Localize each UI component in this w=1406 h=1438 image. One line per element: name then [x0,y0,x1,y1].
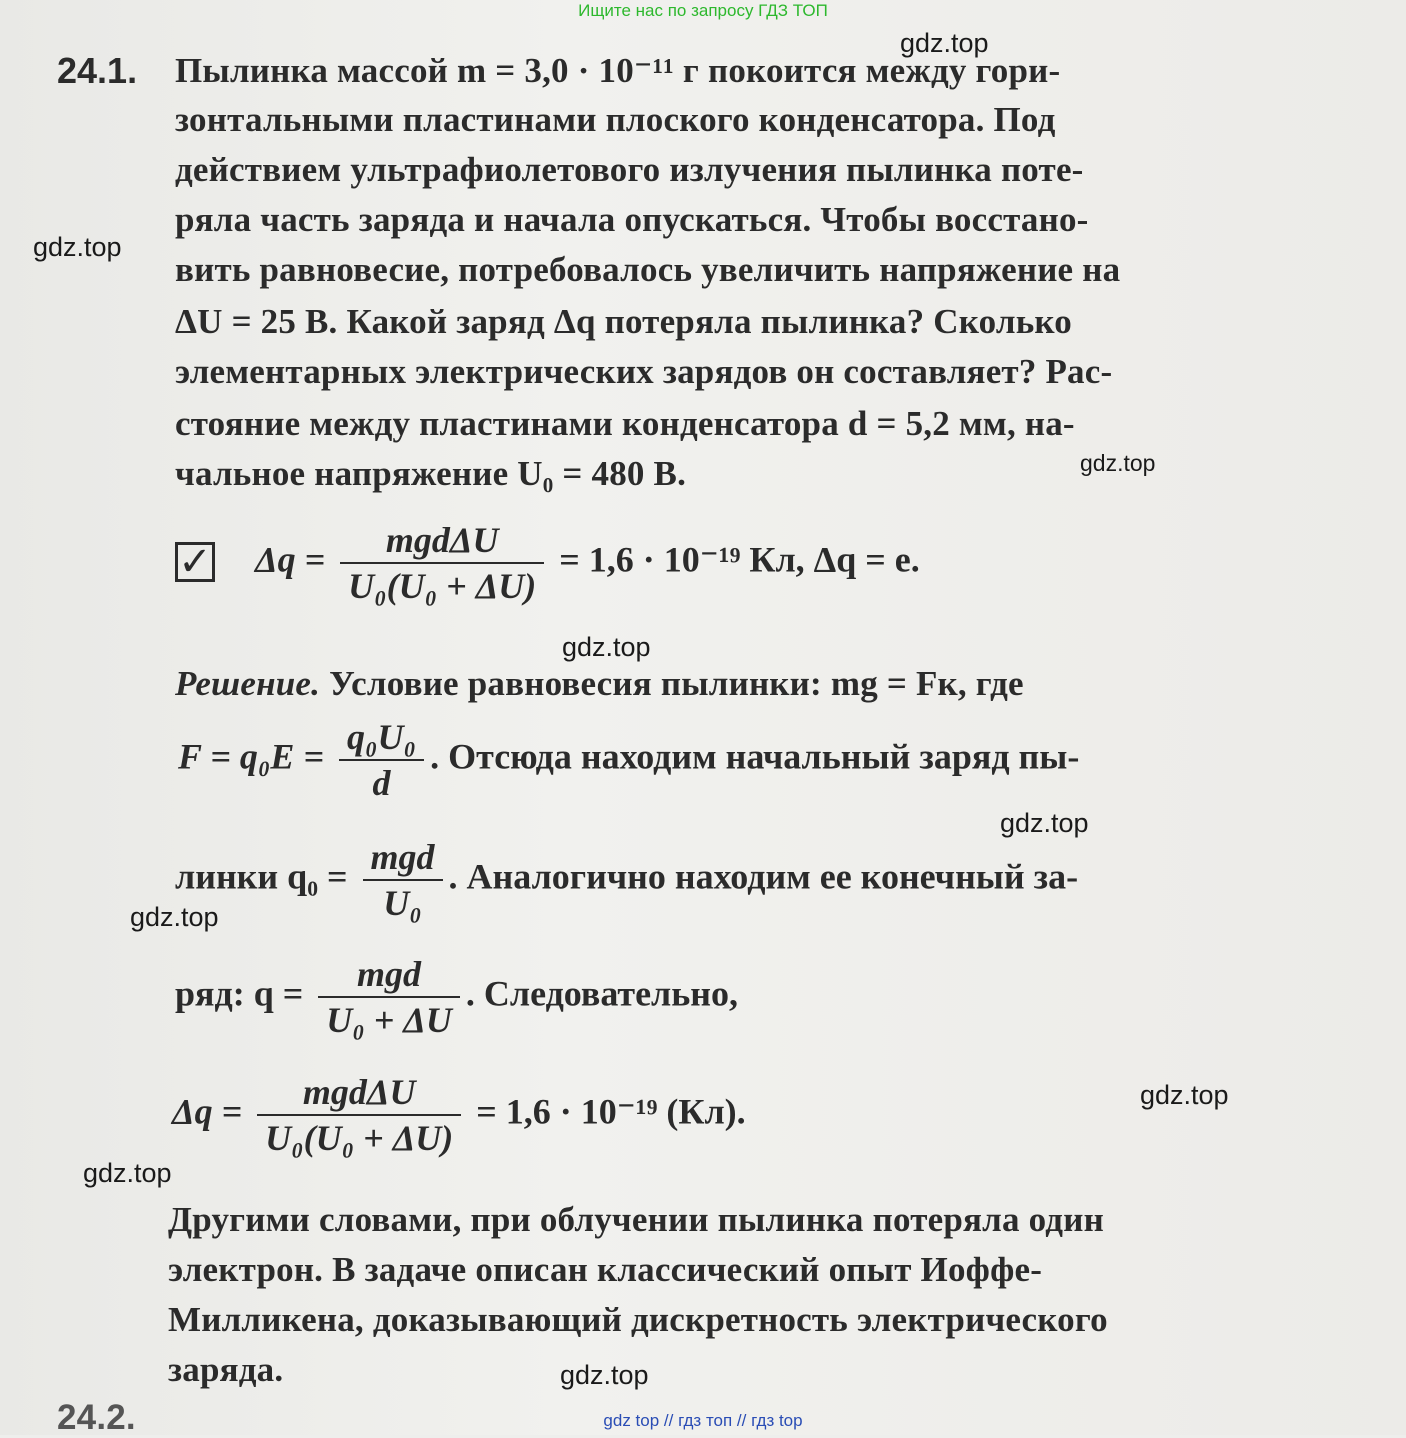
problem-line-8: стояние между пластинами конденсатора d = 5,2 мм, на- [175,404,1075,443]
conclusion-line-1: Другими словами, при облучении пылинка потеряла один [168,1200,1104,1239]
problem-line-7: элементарных электрических зарядов он составляет? Рас- [175,352,1113,391]
problem-line-2: зонтальными пластинами плоского конденсатора. Под [175,100,1056,139]
conclusion-line-4: заряда. [168,1350,284,1389]
dq-lhs: Δq = [172,1091,243,1132]
watermark: gdz.top [562,632,651,662]
q0-fraction [363,835,443,925]
q0-rest: . Аналогично находим ее конечный за- [448,856,1079,897]
dq-fraction [257,1070,461,1160]
solution-q-formula [175,952,738,1042]
solution-q0-formula [175,835,1078,925]
watermark: gdz.top [83,1158,172,1188]
q-denominator: U₀ + ΔU [326,1000,452,1040]
solution-label: Решение. [175,664,321,703]
force-fraction [339,715,424,805]
answer-numerator: mgdΔU [340,518,544,564]
q-numerator: mgd [318,952,460,998]
conclusion-line-3: Милликена, доказывающий дискретность электрического [168,1300,1108,1339]
q-fraction [318,952,460,1042]
solution-condition: Условие равновесия пылинки: mg = Fк, где [329,664,1024,703]
q0-denominator: U₀ [383,883,422,923]
watermark: gdz.top [1140,1080,1229,1110]
watermark: gdz.top [560,1360,649,1390]
answer-result: = 1,6 · 10⁻¹⁹ Кл, Δq = e. [559,539,920,580]
force-denominator: d [372,763,391,803]
bottom-banner[interactable]: gdz top // гдз топ // гдз top [603,1411,803,1430]
next-problem-fragment: 24.2. [57,1398,136,1437]
answer-fraction [340,518,544,608]
solution-force-formula [178,715,1079,805]
q-lhs: ряд: q = [175,973,304,1014]
solution-dq-formula [172,1070,746,1160]
watermark: gdz.top [900,28,989,58]
q0-numerator: mgd [363,835,443,881]
answer-check-icon: ✓ [175,542,215,582]
answer-denominator: U₀(U₀ + ΔU) [348,566,537,606]
watermark: gdz.top [33,232,122,262]
problem-line-9: чальное напряжение U₀ = 480 В. [175,454,687,493]
answer-formula [255,518,920,608]
answer-lhs: Δq = [255,539,326,580]
problem-line-4: ряла часть заряда и начала опускаться. Чтобы восстано- [175,200,1089,239]
problem-line-5: вить равновесие, потребовалось увеличить напряжение на [175,250,1121,289]
q-rest: . Следовательно, [465,973,739,1014]
problem-number: 24.1. [57,50,138,91]
problem-line-6: ΔU = 25 В. Какой заряд Δq потеряла пылинка? Сколько [175,302,1073,341]
watermark: gdz.top [1080,450,1156,476]
dq-rest: = 1,6 · 10⁻¹⁹ (Кл). [476,1091,746,1132]
q0-lhs: линки q₀ = [175,856,348,897]
conclusion-line-2: электрон. В задаче описан классический опыт Иоффе- [168,1250,1043,1289]
problem-line-3: действием ультрафиолетового излучения пылинка поте- [175,150,1084,189]
solution-line-1 [175,664,1024,704]
watermark: gdz.top [130,902,219,932]
watermark: gdz.top [1000,808,1089,838]
force-lhs: F = q₀E = [178,736,324,777]
force-rest: . Отсюда находим начальный заряд пы- [430,736,1080,777]
dq-numerator: mgdΔU [257,1070,461,1116]
dq-denominator: U₀(U₀ + ΔU) [265,1118,454,1158]
force-numerator: q₀U₀ [339,715,424,761]
top-banner[interactable]: Ищите нас по запросу ГДЗ ТОП [578,1,828,20]
problem-line-1: Пылинка массой m = 3,0 · 10⁻¹¹ г покоится между гори- [175,51,1061,90]
